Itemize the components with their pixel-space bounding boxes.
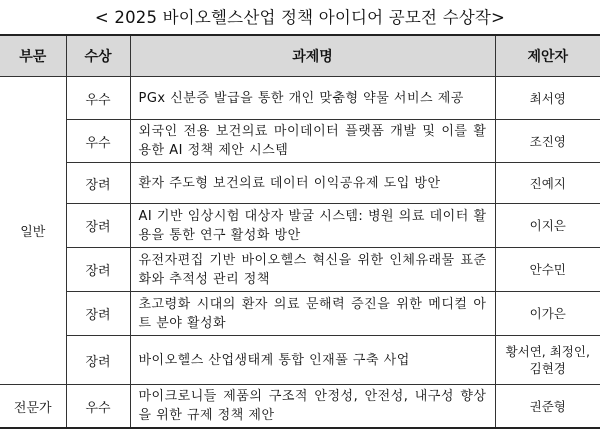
table-row	[0, 292, 600, 336]
topic-cell: 환자 주도형 보건의료 데이터 이익공유제 도입 방안	[130, 163, 495, 204]
topic-cell: 마이크로니들 제품의 구조적 안정성, 안전성, 내구성 향상을 위한 규제 정책 제안	[130, 385, 495, 429]
award-cell: 장려	[66, 336, 130, 385]
awards-table	[0, 34, 600, 429]
award-cell: 장려	[66, 248, 130, 292]
topic-cell: 외국인 전용 보건의료 마이데이터 플랫폼 개발 및 이를 활용한 AI 정책 제안 시스템	[130, 120, 495, 163]
table-row	[0, 248, 600, 292]
table-row	[0, 163, 600, 204]
topic-cell: 바이오헬스 산업생태계 통합 인재풀 구축 사업	[130, 336, 495, 385]
proposer-cell: 권준형	[495, 385, 600, 429]
table-row	[0, 120, 600, 163]
topic-cell: 초고령화 시대의 환자 의료 문해력 증진을 위한 메디컬 아트 분야 활성화	[130, 292, 495, 336]
proposer-cell: 진예지	[495, 163, 600, 204]
table-row	[0, 77, 600, 120]
table-row	[0, 204, 600, 248]
topic-cell: 유전자편집 기반 바이오헬스 혁신을 위한 인체유래물 표준화와 추적성 관리 정책	[130, 248, 495, 292]
header-award: 수상	[66, 35, 130, 77]
header-division: 부문	[0, 35, 66, 77]
division-expert: 전문가	[0, 385, 66, 429]
award-cell: 우수	[66, 385, 130, 429]
topic-cell: PGx 신분증 발급을 통한 개인 맞춤형 약물 서비스 제공	[130, 77, 495, 120]
proposer-cell: 황서연, 최정인, 김현경	[495, 336, 600, 385]
proposer-cell: 조진영	[495, 120, 600, 163]
header-proposer: 제안자	[495, 35, 600, 77]
proposer-cell: 최서영	[495, 77, 600, 120]
table-row	[0, 385, 600, 429]
table-row	[0, 336, 600, 385]
award-cell: 우수	[66, 77, 130, 120]
division-general: 일반	[0, 77, 66, 385]
award-cell: 장려	[66, 204, 130, 248]
header-topic: 과제명	[130, 35, 495, 77]
award-cell: 우수	[66, 120, 130, 163]
award-cell: 장려	[66, 163, 130, 204]
proposer-cell: 이지은	[495, 204, 600, 248]
topic-cell: AI 기반 임상시험 대상자 발굴 시스템: 병원 의료 데이터 활용을 통한 연구 활성화 방안	[130, 204, 495, 248]
award-cell: 장려	[66, 292, 130, 336]
page-title: < 2025 바이오헬스산업 정책 아이디어 공모전 수상작>	[94, 8, 506, 27]
table-header-row	[0, 35, 600, 77]
proposer-cell: 안수민	[495, 248, 600, 292]
proposer-cell: 이가은	[495, 292, 600, 336]
